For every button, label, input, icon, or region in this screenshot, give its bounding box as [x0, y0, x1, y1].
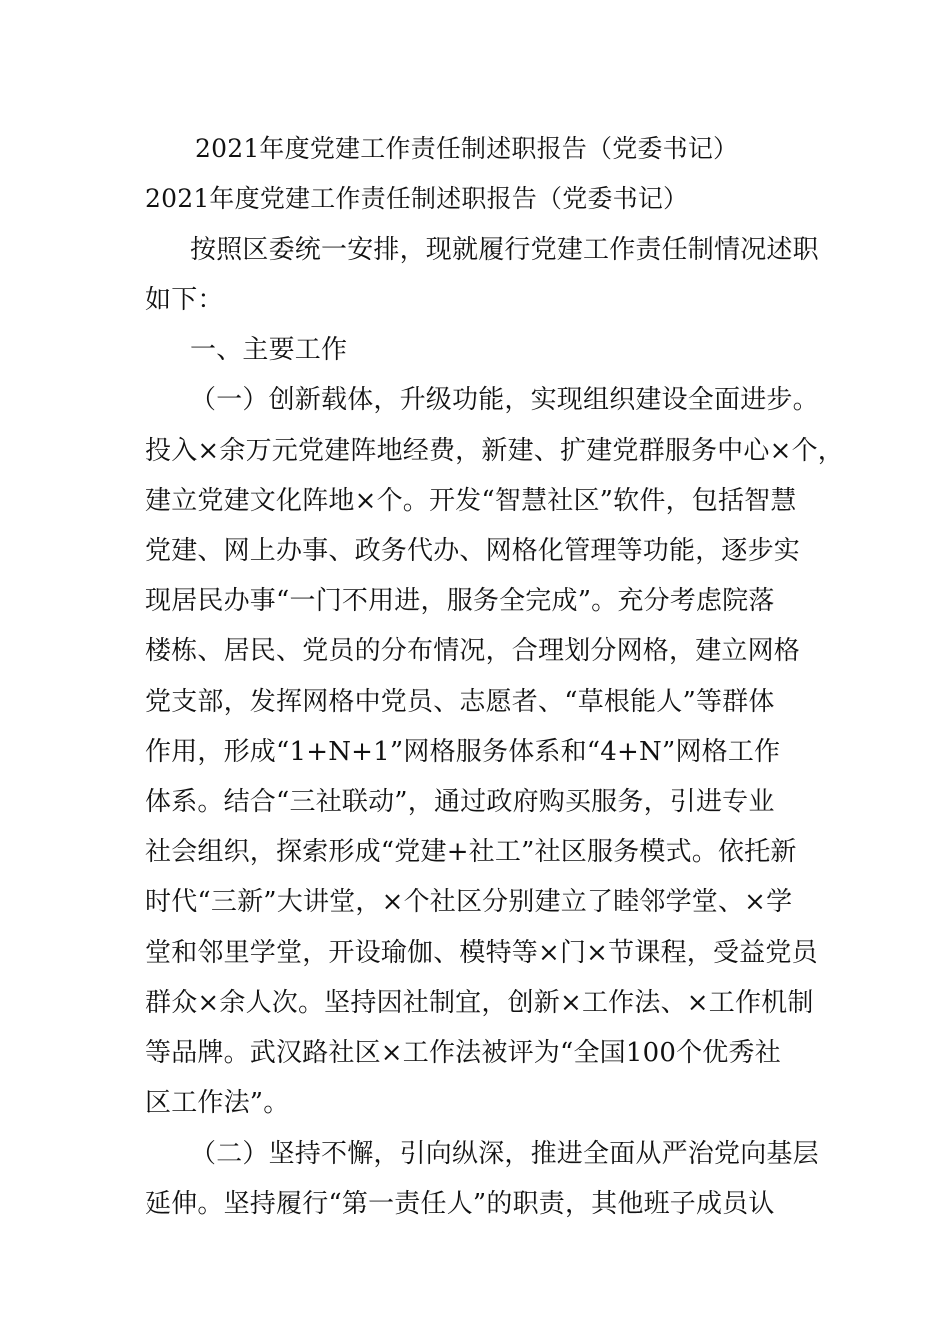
paragraph-line: 延伸。坚持履行“第一责任人”的职责，其他班子成员认: [145, 1189, 775, 1219]
paragraph-line: 现居民办事“一门不用进，服务全完成”。充分考虑院落: [145, 586, 775, 616]
document-subtitle: 2021年度党建工作责任制述职报告（党委书记）: [145, 184, 689, 213]
subsection-heading-2: （二）坚持不懈，引向纵深，推进全面从严治党向基层: [190, 1139, 819, 1169]
paragraph-line: 建立党建文化阵地×个。开发“智慧社区”软件，包括智慧: [145, 486, 797, 516]
paragraph-line: 体系。结合“三社联动”，通过政府购买服务，引进专业: [145, 787, 775, 817]
section-heading-main-work: 一、主要工作: [190, 335, 348, 365]
paragraph-line: 堂和邻里学堂，开设瑜伽、模特等×门×节课程，受益党员: [145, 938, 818, 968]
subsection-heading-1: （一）创新载体，升级功能，实现组织建设全面进步。: [190, 385, 819, 415]
paragraph-line: 群众×余人次。坚持因社制宜，创新×工作法、×工作机制: [145, 988, 814, 1018]
paragraph-line: 区工作法”。: [145, 1088, 290, 1118]
paragraph-line: 党建、网上办事、政务代办、网格化管理等功能，逐步实: [145, 536, 801, 566]
paragraph-line: 党支部，发挥网格中党员、志愿者、“草根能人”等群体: [145, 687, 775, 717]
paragraph-line: 楼栋、居民、党员的分布情况，合理划分网格，建立网格: [145, 636, 801, 666]
paragraph-line: 社会组织，探索形成“党建+社工”社区服务模式。依托新: [145, 837, 797, 867]
paragraph-line: 作用，形成“1+N+1”网格服务体系和“4+N”网格工作: [145, 737, 781, 767]
paragraph-line: 时代“三新”大讲堂，×个社区分别建立了睦邻学堂、×学: [145, 887, 793, 917]
paragraph-intro-line-2: 如下：: [145, 285, 224, 315]
paragraph-line: 投入×余万元党建阵地经费，新建、扩建党群服务中心×个，: [145, 436, 844, 466]
paragraph-intro-line-1: 按照区委统一安排，现就履行党建工作责任制情况述职: [190, 235, 819, 265]
paragraph-line: 等品牌。武汉路社区×工作法被评为“全国100个优秀社: [145, 1038, 781, 1068]
document-title: 2021年度党建工作责任制述职报告（党委书记）: [195, 134, 739, 163]
